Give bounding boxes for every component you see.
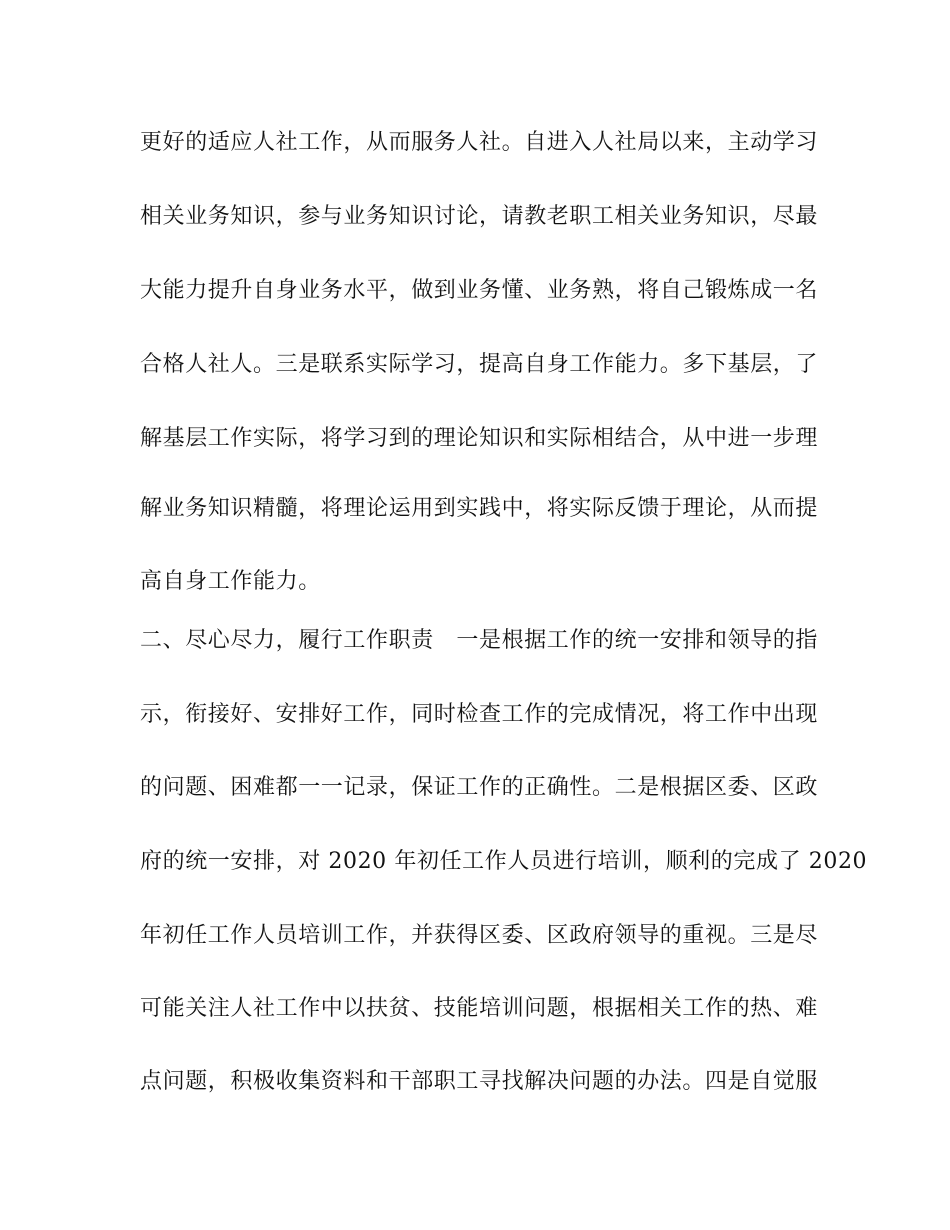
text-line: 解基层工作实际，将学习到的理论知识和实际相结合，从中进一步理 bbox=[140, 426, 819, 451]
text-line: 相关业务知识，参与业务知识讨论，请教老职工相关业务知识，尽最 bbox=[140, 204, 819, 229]
text-line: 高自身工作能力。 bbox=[140, 569, 321, 594]
text-line: 大能力提升自身业务水平，做到业务懂、业务熟，将自己锻炼成一名 bbox=[140, 278, 819, 303]
text-line: 的问题、困难都一一记录，保证工作的正确性。二是根据区委、区政 bbox=[140, 775, 819, 800]
text-line: 年初任工作人员培训工作，并获得区委、区政府领导的重视。三是尽 bbox=[140, 923, 819, 948]
text-line: 示，衔接好、安排好工作，同时检查工作的完成情况，将工作中出现 bbox=[140, 702, 819, 727]
text-line: 解业务知识精髓，将理论运用到实践中，将实际反馈于理论，从而提 bbox=[140, 496, 819, 521]
text-line: 府的统一安排，对 2020 年初任工作人员进行培训，顺利的完成了 2020 bbox=[140, 849, 868, 874]
text-line: 更好的适应人社工作，从而服务人社。自进入人社局以来，主动学习 bbox=[140, 130, 819, 155]
text-line: 可能关注人社工作中以扶贫、技能培训问题，根据相关工作的热、难 bbox=[140, 996, 819, 1021]
text-line: 合格人社人。三是联系实际学习，提高自身工作能力。多下基层，了 bbox=[140, 352, 819, 377]
section-heading-line: 二、尽心尽力，履行工作职责 一是根据工作的统一安排和领导的指 bbox=[140, 628, 819, 653]
text-line: 点问题，积极收集资料和干部职工寻找解决问题的办法。四是自觉服 bbox=[140, 1069, 819, 1094]
